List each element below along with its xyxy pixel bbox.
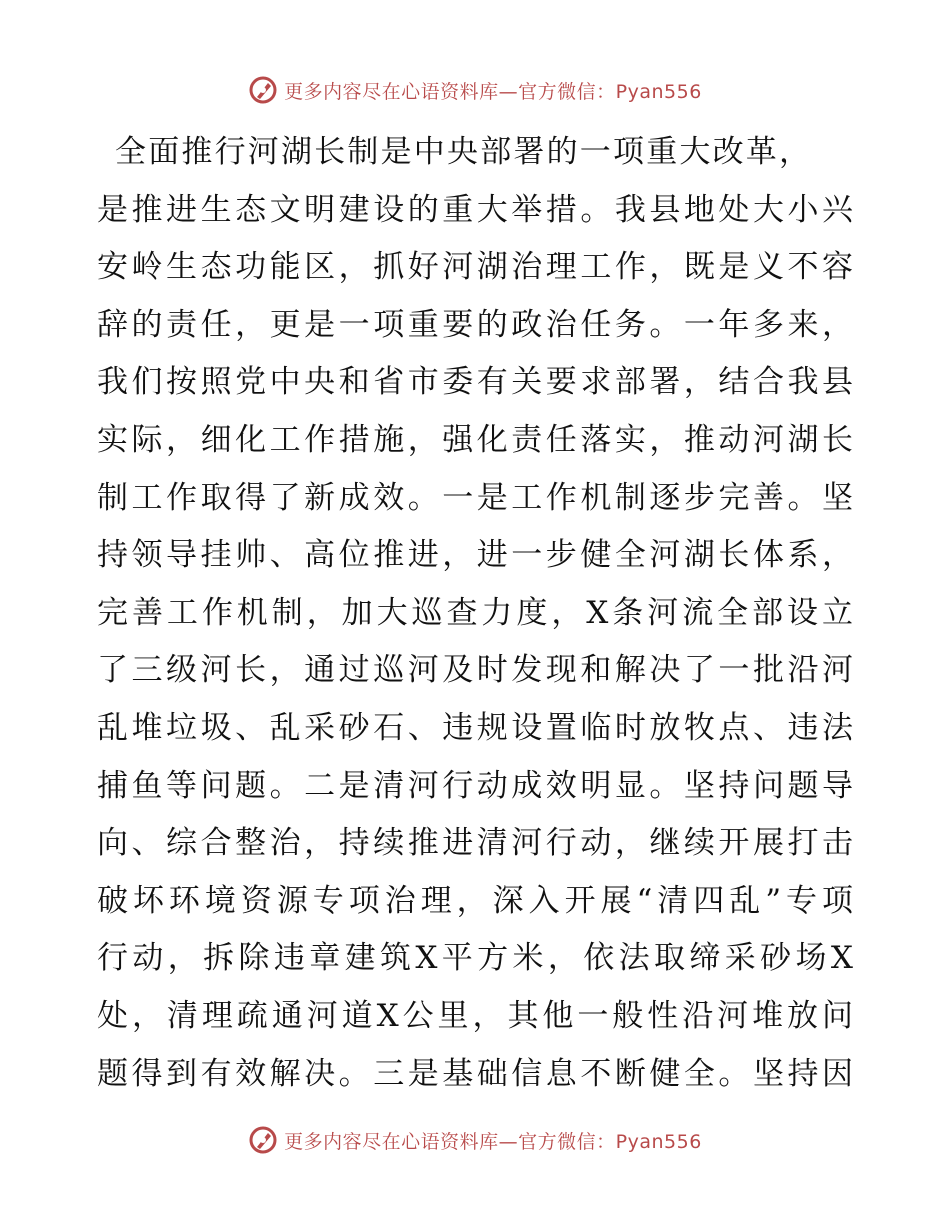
text-line: 破坏环境资源专项治理，深入开展“清四乱”专项 bbox=[97, 882, 853, 919]
text-line: 制工作取得了新成效。一是工作机制逐步完善。坚 bbox=[97, 479, 853, 516]
document-body bbox=[97, 124, 853, 1103]
text-line: 处，清理疏通河道X公里，其他一般性沿河堆放问 bbox=[97, 997, 853, 1034]
text-line: 行动，拆除违章建筑X平方米，依法取缔采砂场X bbox=[97, 940, 853, 977]
watermark-text: 更多内容尽在心语资料库—官方微信：Pyan556 bbox=[284, 1130, 702, 1153]
text-line: 向、综合整治，持续推进清河行动，继续开展打击 bbox=[97, 825, 853, 862]
text-line: 是推进生态文明建设的重大举措。我县地处大小兴 bbox=[97, 191, 853, 228]
text-line: 辞的责任，更是一项重要的政治任务。一年多来， bbox=[97, 306, 853, 343]
text-line: 持领导挂帅、高位推进，进一步健全河湖长体系， bbox=[97, 537, 853, 574]
pen-circle-logo-icon bbox=[248, 1125, 278, 1155]
text-line: 了三级河长，通过巡河及时发现和解决了一批沿河 bbox=[97, 652, 853, 689]
text-line: 题得到有效解决。三是基础信息不断健全。坚持因 bbox=[97, 1055, 853, 1092]
pen-circle-logo-icon bbox=[248, 75, 278, 105]
text-line: 安岭生态功能区，抓好河湖治理工作，既是义不容 bbox=[97, 249, 853, 286]
text-line: 捕鱼等问题。二是清河行动成效明显。坚持问题导 bbox=[97, 767, 853, 804]
text-line: 乱堆垃圾、乱采砂石、违规设置临时放牧点、违法 bbox=[97, 709, 853, 746]
text-line: 完善工作机制，加大巡查力度，X条河流全部设立 bbox=[97, 594, 853, 631]
footer-watermark bbox=[0, 1120, 950, 1160]
text-line: 我们按照党中央和省市委有关要求部署，结合我县 bbox=[97, 364, 853, 401]
text-line: 实际，细化工作措施，强化责任落实，推动河湖长 bbox=[97, 421, 853, 458]
watermark-text: 更多内容尽在心语资料库—官方微信：Pyan556 bbox=[284, 80, 702, 103]
text-line: 全面推行河湖长制是中央部署的一项重大改革， bbox=[115, 134, 813, 170]
header-watermark bbox=[0, 70, 950, 110]
